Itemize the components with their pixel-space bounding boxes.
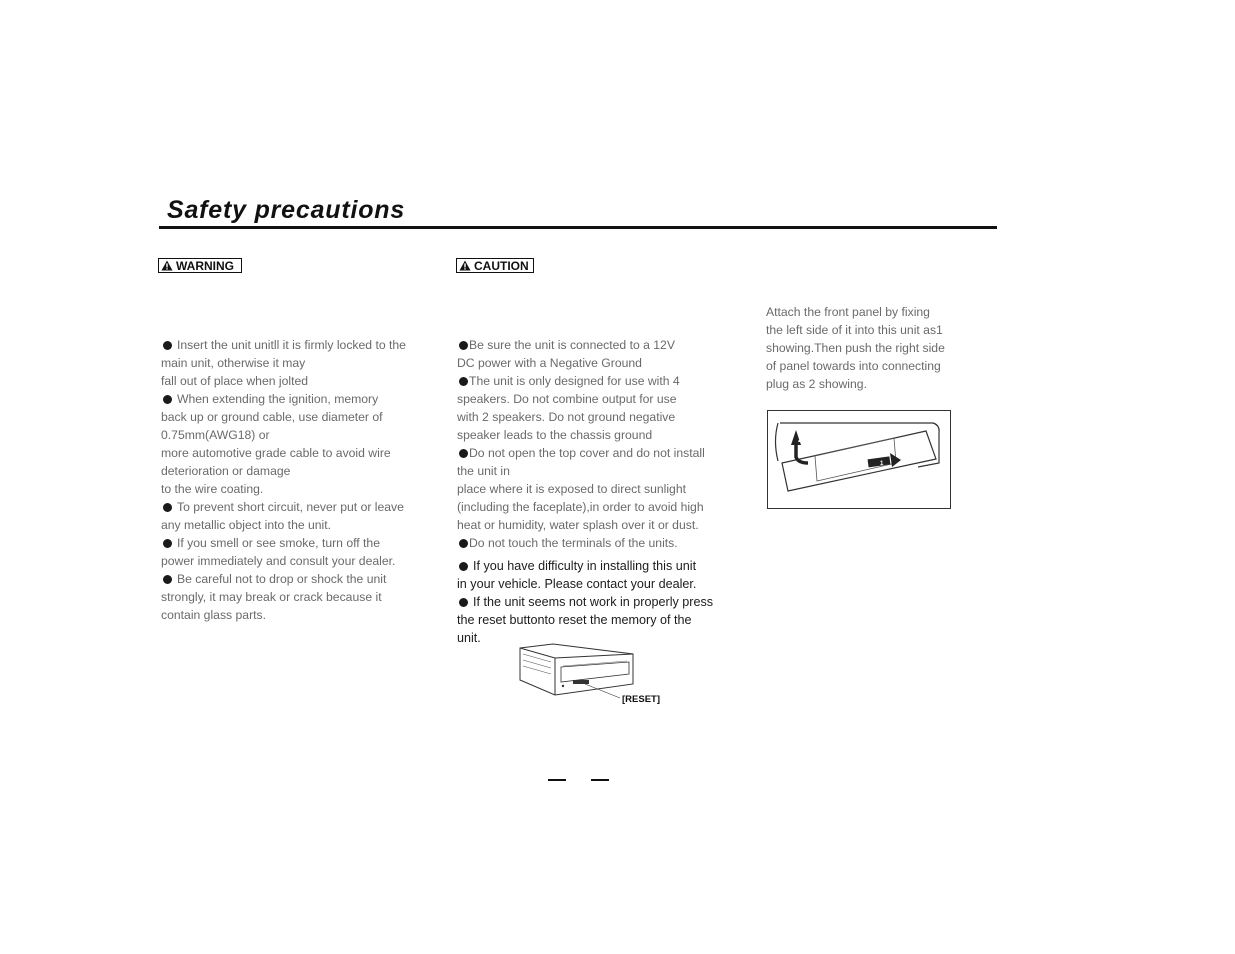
front-panel-instructions bbox=[766, 303, 945, 393]
line-text: to the wire coating. bbox=[161, 482, 264, 496]
text-line bbox=[161, 408, 406, 426]
text-line bbox=[457, 444, 705, 462]
text-line bbox=[161, 426, 406, 444]
bullet-icon bbox=[459, 449, 468, 458]
text-line bbox=[161, 480, 406, 498]
line-text: in your vehicle. Please contact your dealer. bbox=[457, 577, 697, 591]
warning-label: WARNING bbox=[176, 258, 234, 273]
text-line bbox=[457, 516, 705, 534]
text-line bbox=[457, 611, 713, 629]
text-line bbox=[457, 534, 705, 552]
line-text: heat or humidity, water splash over it or dust. bbox=[457, 518, 699, 532]
line-text: Do not touch the terminals of the units. bbox=[469, 536, 678, 550]
text-line bbox=[161, 552, 406, 570]
text-line bbox=[766, 357, 945, 375]
line-text: Do not open the top cover and do not install bbox=[469, 446, 705, 460]
text-line bbox=[457, 426, 705, 444]
bullet-icon bbox=[163, 575, 172, 584]
line-text: Be sure the unit is connected to a 12V bbox=[469, 338, 675, 352]
front-panel-attach-figure bbox=[767, 410, 951, 509]
caution-badge bbox=[456, 258, 534, 273]
text-line bbox=[161, 516, 406, 534]
line-text: contain glass parts. bbox=[161, 608, 267, 622]
line-text: DC power with a Negative Ground bbox=[457, 356, 642, 370]
warning-triangle-icon bbox=[459, 260, 471, 271]
arrow-label-2: 2 bbox=[798, 434, 804, 444]
text-line bbox=[161, 336, 406, 354]
warning-text-column bbox=[161, 336, 406, 624]
line-text: the reset buttonto reset the memory of the bbox=[457, 613, 692, 627]
bullet-icon bbox=[163, 341, 172, 350]
text-line bbox=[161, 498, 406, 516]
line-text: (including the faceplate),in order to avoid high bbox=[457, 500, 704, 514]
line-text: the left side of it into this unit as1 bbox=[766, 323, 943, 337]
text-line bbox=[457, 390, 705, 408]
line-text: more automotive grade cable to avoid wire bbox=[161, 446, 391, 460]
line-text: place where it is exposed to direct sunlight bbox=[457, 482, 686, 496]
text-line bbox=[161, 390, 406, 408]
bullet-icon bbox=[163, 539, 172, 548]
bullet-icon bbox=[459, 562, 468, 571]
line-text: any metallic object into the unit. bbox=[161, 518, 332, 532]
line-text: main unit, otherwise it may bbox=[161, 356, 306, 370]
line-text: The unit is only designed for use with 4 bbox=[469, 374, 680, 388]
text-line bbox=[457, 408, 705, 426]
line-text: If the unit seems not work in properly press bbox=[473, 595, 714, 609]
text-line bbox=[766, 339, 945, 357]
unit-reset-figure bbox=[515, 640, 640, 700]
line-text: If you have difficulty in installing this unit bbox=[473, 559, 697, 573]
reset-label: [RESET] bbox=[622, 694, 660, 705]
page-number-dash-left bbox=[548, 779, 566, 781]
page-number-dash-right bbox=[591, 779, 609, 781]
bullet-icon bbox=[459, 341, 468, 350]
line-text: showing.Then push the right side bbox=[766, 341, 945, 355]
arrow-label-1: 1 bbox=[880, 461, 884, 467]
text-line bbox=[161, 372, 406, 390]
text-line bbox=[457, 354, 705, 372]
line-text: of panel towards into connecting bbox=[766, 359, 941, 373]
line-text: plug as 2 showing. bbox=[766, 377, 867, 391]
text-line bbox=[161, 534, 406, 552]
text-line bbox=[457, 557, 713, 575]
line-text: To prevent short circuit, never put or leave bbox=[177, 500, 404, 514]
bullet-icon bbox=[459, 539, 468, 548]
text-line bbox=[457, 498, 705, 516]
caution-text-column bbox=[457, 336, 705, 552]
line-text: Attach the front panel by fixing bbox=[766, 305, 930, 319]
line-text: the unit in bbox=[457, 464, 510, 478]
line-text: speaker leads to the chassis ground bbox=[457, 428, 653, 442]
caution-extra-column bbox=[457, 557, 713, 647]
text-line bbox=[766, 321, 945, 339]
bullet-icon bbox=[459, 598, 468, 607]
text-line bbox=[457, 593, 713, 611]
title-underline bbox=[159, 226, 997, 229]
line-text: When extending the ignition, memory bbox=[177, 392, 379, 406]
text-line bbox=[766, 375, 945, 393]
line-text: with 2 speakers. Do not ground negative bbox=[457, 410, 676, 424]
line-text: 0.75mm(AWG18) or bbox=[161, 428, 270, 442]
line-text: back up or ground cable, use diameter of bbox=[161, 410, 383, 424]
line-text: Be careful not to drop or shock the unit bbox=[177, 572, 387, 586]
text-line bbox=[457, 372, 705, 390]
line-text: power immediately and consult your dealer. bbox=[161, 554, 396, 568]
text-line bbox=[457, 462, 705, 480]
bullet-icon bbox=[163, 395, 172, 404]
text-line bbox=[766, 303, 945, 321]
line-text: strongly, it may break or crack because it bbox=[161, 590, 382, 604]
line-text: deterioration or damage bbox=[161, 464, 291, 478]
warning-badge bbox=[158, 258, 242, 273]
text-line bbox=[161, 462, 406, 480]
bullet-icon bbox=[459, 377, 468, 386]
text-line bbox=[457, 575, 713, 593]
text-line bbox=[161, 606, 406, 624]
text-line bbox=[161, 588, 406, 606]
line-text: fall out of place when jolted bbox=[161, 374, 309, 388]
warning-triangle-icon bbox=[161, 260, 173, 271]
caution-label: CAUTION bbox=[474, 258, 529, 273]
line-text: Insert the unit unitll it is firmly locked to the bbox=[177, 338, 406, 352]
text-line bbox=[161, 444, 406, 462]
page-title: Safety precautions bbox=[167, 196, 406, 224]
line-text: If you smell or see smoke, turn off the bbox=[177, 536, 380, 550]
line-text: unit. bbox=[457, 631, 481, 645]
text-line bbox=[161, 354, 406, 372]
text-line bbox=[457, 480, 705, 498]
text-line bbox=[161, 570, 406, 588]
bullet-icon bbox=[163, 503, 172, 512]
text-line bbox=[457, 336, 705, 354]
line-text: speakers. Do not combine output for use bbox=[457, 392, 677, 406]
